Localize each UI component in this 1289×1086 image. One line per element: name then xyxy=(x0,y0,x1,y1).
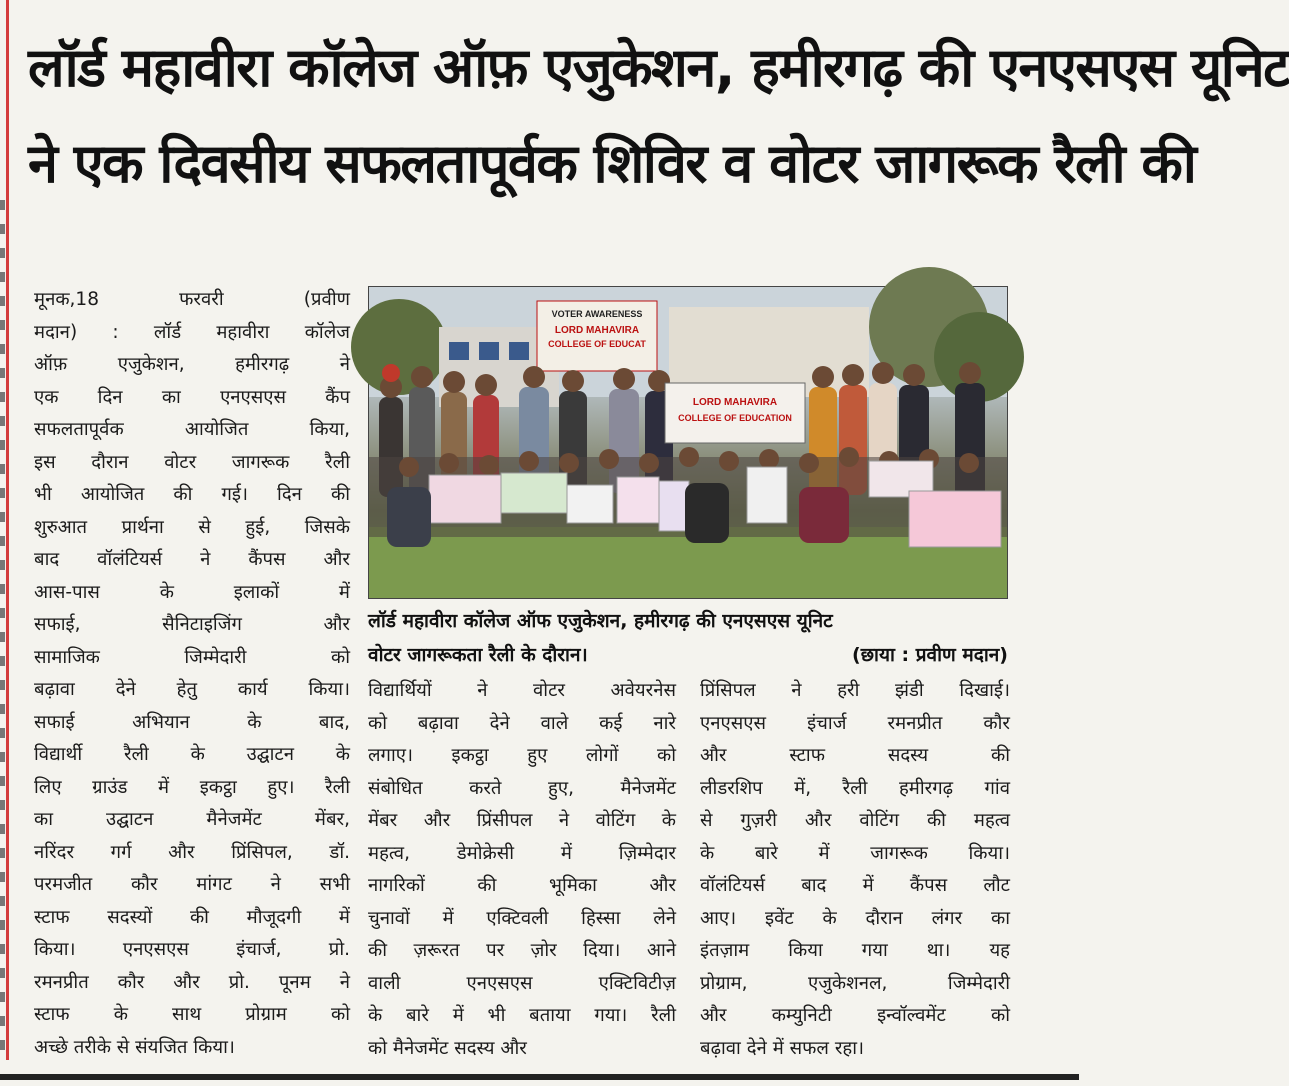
article-line: मूनक,18 फरवरी (प्रवीण xyxy=(34,289,350,310)
article-line: बढ़ावा देने में सफल रहा। xyxy=(700,1037,865,1059)
article-line: नागरिकों की भूमिका और xyxy=(368,875,676,896)
article-line: के बारे में भी बताया गया। रैली xyxy=(368,1005,676,1026)
article-line: नरिंदर गर्ग और प्रिंसिपल, डॉ. xyxy=(34,841,350,863)
article-line: स्टाफ के साथ प्रोग्राम को xyxy=(34,1004,350,1025)
article-line: वॉलंटियर्स बाद में कैंपस लौट xyxy=(700,875,1010,896)
article-line: वाली एनएसएस एक्टिविटीज़ xyxy=(368,972,676,994)
article-line: को मैनेजमेंट सदस्य और xyxy=(368,1037,527,1059)
article-line: मेंबर और प्रिंसीपल ने वोटिंग के xyxy=(368,810,676,831)
article-line: से गुज़री और वोटिंग की महत्व xyxy=(700,810,1010,831)
article-line: इस दौरान वोटर जागरूक रैली xyxy=(34,451,350,473)
article-line: चुनावों में एक्टिवली हिस्सा लेने xyxy=(368,907,676,929)
article-line: सफाई अभियान के बाद, xyxy=(34,711,350,733)
article-column-left xyxy=(34,284,350,1064)
article-line: एनएसएस इंचार्ज रमनप्रीत कौर xyxy=(700,712,1010,734)
page-edge-ticks xyxy=(0,200,5,1060)
sign-line-2: COLLEGE OF EDUCATION xyxy=(678,413,792,423)
photo-caption xyxy=(368,604,1008,672)
news-photo xyxy=(368,286,1008,599)
article-line: शुरुआत प्रार्थना से हुई, जिसके xyxy=(34,516,350,538)
article-line: मदान) : लॉर्ड महावीरा कॉलेज xyxy=(34,321,350,343)
article-line: संबोधित करते हुए, मैनेजमेंट xyxy=(368,777,676,799)
article-line: के बारे में जागरूक किया। xyxy=(700,842,1010,864)
page-edge-rule xyxy=(6,0,9,1060)
article-line: की ज़रूरत पर ज़ोर दिया। आने xyxy=(368,940,676,961)
headline xyxy=(28,20,1289,212)
article-line: आए। इवेंट के दौरान लंगर का xyxy=(700,907,1010,929)
article-line: महत्व, डेमोक्रेसी में ज़िम्मेदार xyxy=(368,842,676,864)
article-line: लीडरशिप में, रैली हमीरगढ़ गांव xyxy=(700,777,1010,799)
article-line: लिए ग्राउंड में इकट्ठा हुए। रैली xyxy=(34,776,350,798)
article-line: लगाए। इकट्ठा हुए लोगों को xyxy=(368,745,676,766)
article-line: भी आयोजित की गई। दिन की xyxy=(34,484,350,505)
article-line: अच्छे तरीके से संयजित किया। xyxy=(34,1036,235,1058)
article-line: प्रोग्राम, एजुकेशनल, जिम्मेदारी xyxy=(700,972,1010,994)
banner-line-1: VOTER AWARENESS xyxy=(551,309,643,319)
article-line: सफाई, सैनिटाइजिंग और xyxy=(34,614,350,635)
headline-line-2: ने एक दिवसीय सफलतापूर्वक शिविर व वोटर जागरूक रैली की xyxy=(28,132,1196,195)
article-column-right xyxy=(700,675,1010,1065)
article-line: को बढ़ावा देने वाले कई नारे xyxy=(368,712,676,734)
article-line: बढ़ावा देने हेतु कार्य किया। xyxy=(34,679,350,700)
photo-illustration xyxy=(369,287,1007,598)
photo-credit: (छाया : प्रवीण मदान) xyxy=(852,644,1008,666)
article-line: इंतज़ाम किया गया था। यह xyxy=(700,940,1010,961)
article-line: और कम्युनिटी इन्वॉल्वमेंट को xyxy=(700,1005,1010,1026)
headline-line-1: लॉर्ड महावीरा कॉलेज ऑफ़ एजुकेशन, हमीरगढ़ की एनएसएस यूनिट xyxy=(28,36,1289,99)
article-line: एक दिन का एनएसएस कैंप xyxy=(34,386,350,408)
article-line: किया। एनएसएस इंचार्ज, प्रो. xyxy=(34,939,350,960)
article-line: का उद्घाटन मैनेजमेंट मेंबर, xyxy=(34,809,350,830)
article-line: सफलतापूर्वक आयोजित किया, xyxy=(34,419,350,440)
article-column-middle xyxy=(368,675,676,1065)
sign-line-1: LORD MAHAVIRA xyxy=(692,397,778,408)
article-line: रमनप्रीत कौर और प्रो. पूनम ने xyxy=(34,971,350,993)
article-line: प्रिंसिपल ने हरी झंडी दिखाई। xyxy=(700,680,1010,701)
article-line: स्टाफ सदस्यों की मौजूदगी में xyxy=(34,906,350,928)
bottom-rule xyxy=(0,1074,1079,1080)
article-line: परमजीत कौर मांगट ने सभी xyxy=(34,874,350,895)
article-line: विद्यार्थी रैली के उद्घाटन के xyxy=(34,744,350,765)
article-line: ऑफ़ एजुकेशन, हमीरगढ़ ने xyxy=(34,354,350,375)
caption-line-1: लॉर्ड महावीरा कॉलेज ऑफ एजुकेशन, हमीरगढ़ की एनएसएस यूनिट xyxy=(368,610,833,632)
banner-line-3: COLLEGE OF EDUCAT xyxy=(548,339,646,349)
caption-line-2: वोटर जागरूकता रैली के दौरान। xyxy=(368,644,588,666)
banner-line-2: LORD MAHAVIRA xyxy=(554,325,640,336)
article-line: बाद वॉलंटियर्स ने कैंपस और xyxy=(34,549,350,570)
article-line: और स्टाफ सदस्य की xyxy=(700,745,1010,766)
article-line: सामाजिक जिम्मेदारी को xyxy=(34,646,350,668)
article-line: विद्यार्थियों ने वोटर अवेयरनेस xyxy=(368,680,676,701)
article-line: आस-पास के इलाकों में xyxy=(34,581,350,603)
